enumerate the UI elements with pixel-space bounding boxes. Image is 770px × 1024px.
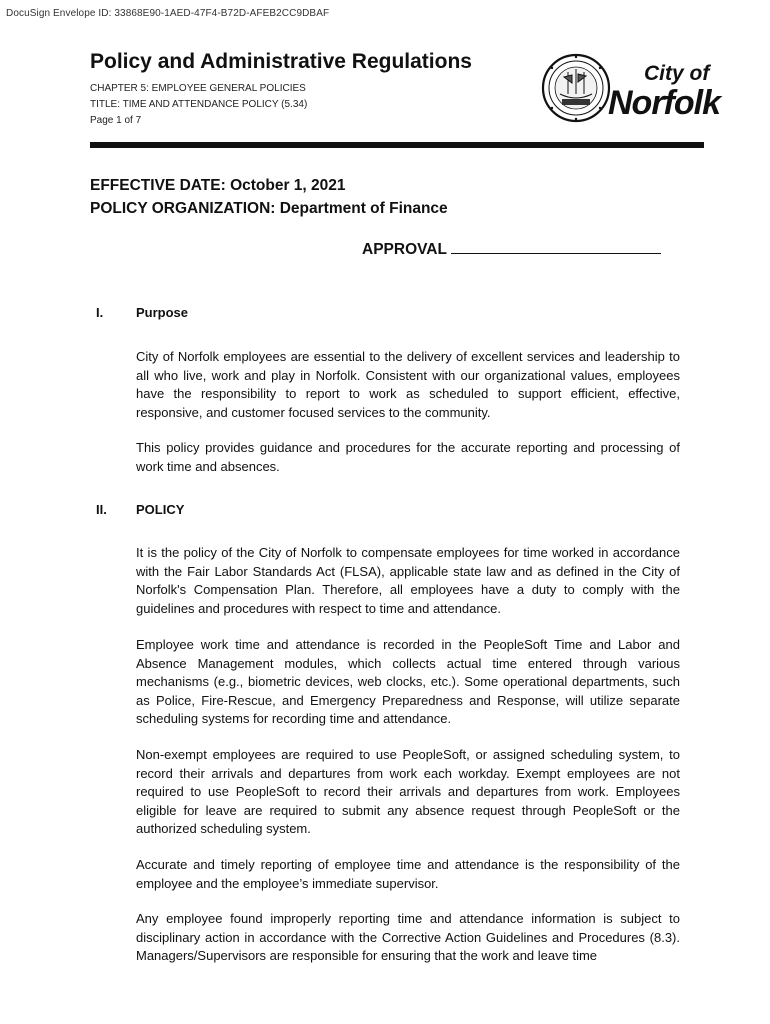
approval-blank-line [451, 240, 661, 254]
approval-signature-line [362, 240, 661, 259]
paragraph: This policy provides guidance and procedures for the accurate reporting and processing of work time and absences. [136, 440, 680, 474]
paragraph: It is the policy of the City of Norfolk to compensate employees for time worked in accordance with the Fair Labor Standards Act (FLSA), applicable state law and as defined in the City of Norfolk's Compensation Plan. Therefore, all employees have a duty to comply with the guidelines and procedures with respect to time and attendance. [136, 545, 680, 616]
section-title-purpose: Purpose [136, 305, 189, 320]
docusign-envelope-id: DocuSign Envelope ID: 33868E90-1AED-47F4-B72D-AFEB2CC9DBAF [6, 8, 330, 19]
paragraph: City of Norfolk employees are essential to the delivery of excellent services and leadership to all who live, work and play in Norfolk. Consistent with our organizational values, employees have the responsibility to report to work as scheduled to support efficient, effective, responsive, and customer focused services to the community. [136, 349, 680, 420]
paragraph: Accurate and timely reporting of employee time and attendance is the responsibility of the employee and the employee’s immediate supervisor. [136, 857, 680, 891]
effective-block [90, 174, 448, 220]
paragraph: Non-exempt employees are required to use PeopleSoft, or assigned scheduling system, to record their arrivals and departures from work each workday. Exempt employees are not required to use PeopleSoft to record their arrivals and departures from work. Employees eligible for leave are required to submit any absence request through PeopleSoft or the authorized scheduling system. [136, 747, 680, 837]
logo-norfolk-text: Norfolk [608, 84, 720, 122]
page-indicator: Page 1 of 7 [90, 115, 142, 126]
paragraph: Employee work time and attendance is recorded in the PeopleSoft Time and Labor and Absence Management modules, which collects actual time entered through various mechanisms (e.g., biometric devices, web clocks, etc.). Some operational departments, such as Police, Fire-Rescue, and Emergency Preparedness and Response, will utilize separate scheduling systems for recording time and attendance. [136, 637, 680, 727]
policy-title-line: TITLE: TIME AND ATTENDANCE POLICY (5.34) [90, 99, 308, 110]
approval-label: APPROVAL [362, 241, 447, 258]
header-divider [90, 142, 704, 148]
section-number: II. [96, 502, 107, 517]
policy-organization: POLICY ORGANIZATION: Department of Finance [90, 200, 448, 217]
logo-city-of-text: City of [644, 62, 710, 85]
document-meta [90, 81, 307, 129]
document-title: Policy and Administrative Regulations [90, 50, 472, 73]
city-seal-icon [540, 50, 745, 130]
section-title-policy: POLICY [136, 502, 185, 517]
section-number: I. [96, 305, 104, 320]
effective-date: EFFECTIVE DATE: October 1, 2021 [90, 177, 346, 194]
city-of-norfolk-logo [540, 50, 745, 130]
paragraph: Any employee found improperly reporting time and attendance information is subject to disciplinary action in accordance with the Corrective Action Guidelines and Procedures (8.3). Managers/Supervisors are responsible for ensuring that the work and leave time [136, 911, 680, 964]
chapter-line: CHAPTER 5: EMPLOYEE GENERAL POLICIES [90, 83, 306, 94]
